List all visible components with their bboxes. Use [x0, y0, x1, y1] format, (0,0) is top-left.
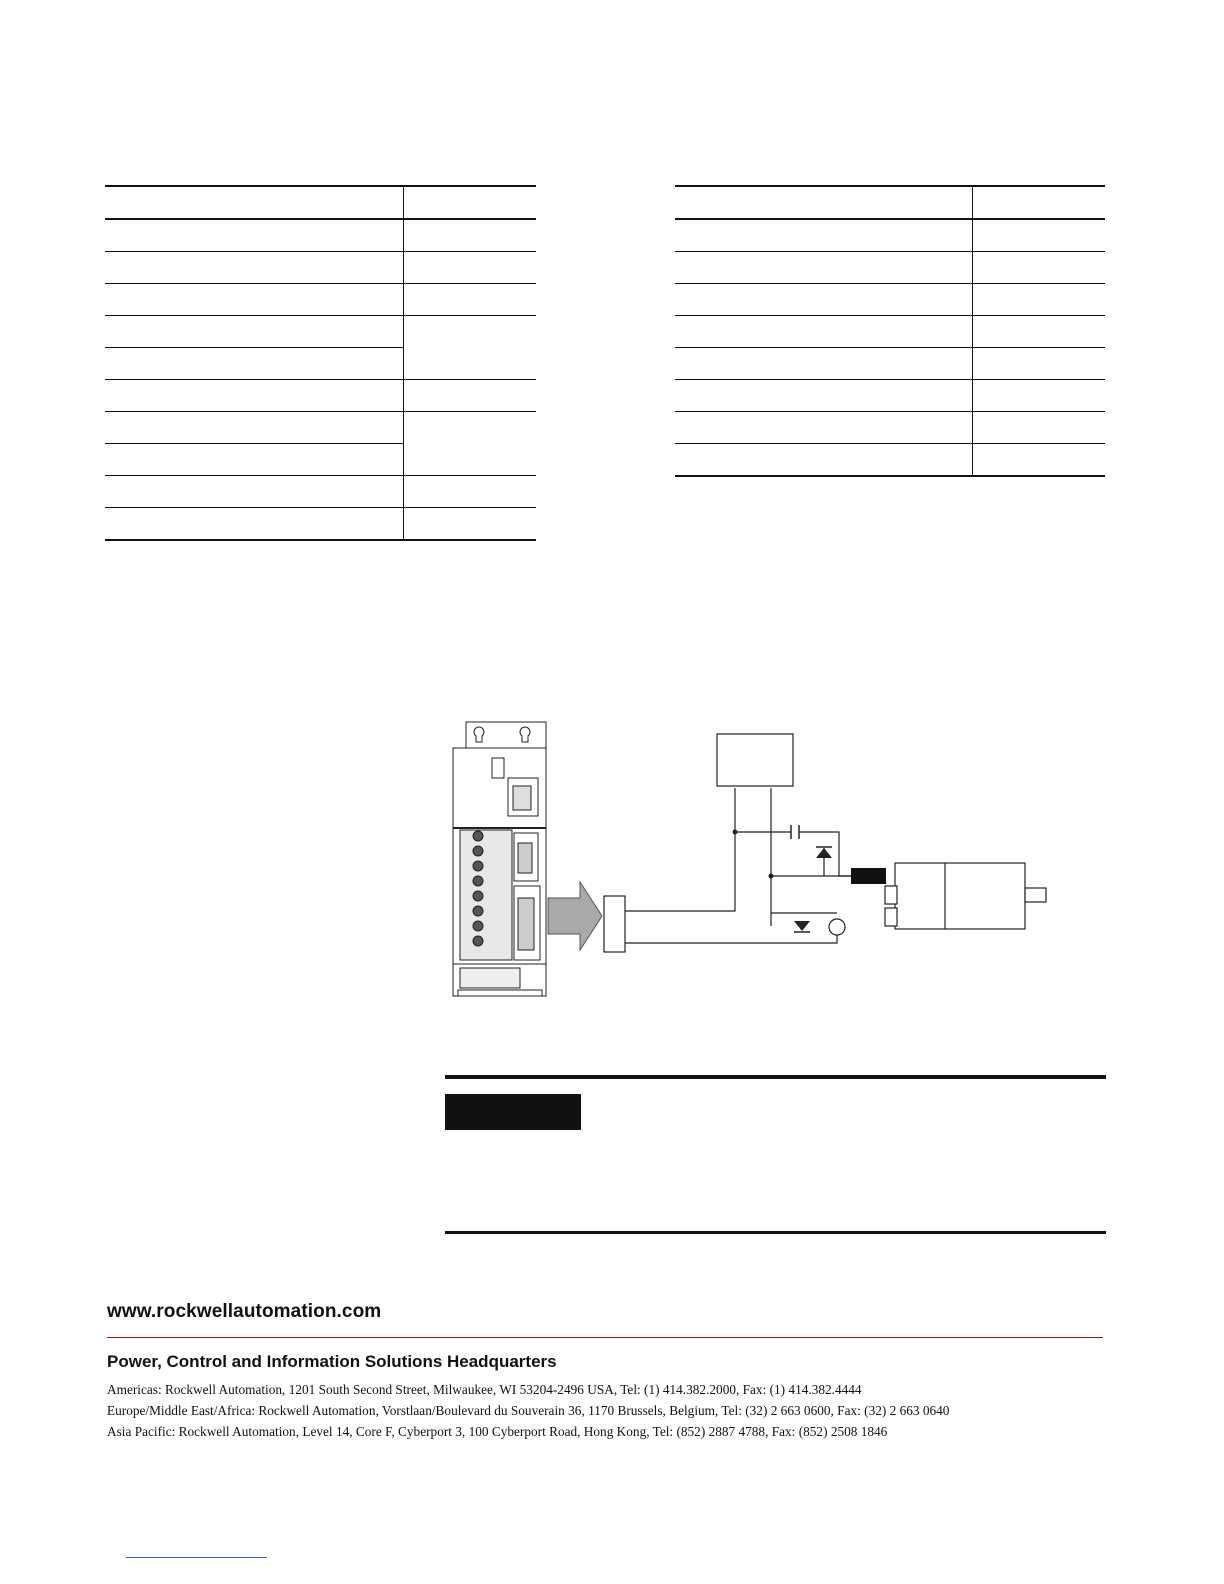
- table-row: [105, 380, 536, 412]
- table-row: [105, 476, 536, 508]
- website-url[interactable]: www.rockwellautomation.com: [107, 1301, 382, 1322]
- table-row: [675, 284, 1105, 316]
- left-spec-table: [105, 185, 536, 541]
- indicator-lamp: [829, 919, 845, 935]
- wiring: [625, 788, 853, 943]
- notice-badge: [445, 1094, 581, 1130]
- table-row: [675, 412, 1105, 444]
- table-row: [675, 348, 1105, 380]
- table-row: [675, 219, 1105, 252]
- notice-top-rule: [445, 1075, 1106, 1079]
- table-row: [105, 219, 536, 252]
- motor-cable-gland: [851, 868, 886, 884]
- table-row: [675, 316, 1105, 348]
- capacitor: [791, 825, 799, 839]
- address-americas: Americas: Rockwell Automation, 1201 South Second Street, Milwaukee, WI 53204-2496 USA, Tel: (1) 414.382.2000, Fax: (1) 414.382.4444: [107, 1382, 862, 1397]
- connection-arrow: [548, 882, 602, 950]
- hq-title: Power, Control and Information Solutions Headquarters: [107, 1352, 557, 1371]
- power-supply-box: [717, 734, 793, 786]
- table-row: [105, 284, 536, 316]
- address-emea: Europe/Middle East/Africa: Rockwell Automation, Vorstlaan/Boulevard du Souverain 36, 1170 Brussels, Belgium, Tel: (32) 2 663 0600, Fax: (32) 2 663 0640: [107, 1403, 950, 1418]
- diode-lower: [794, 921, 810, 931]
- right-spec-table: [675, 185, 1105, 477]
- table-row: [675, 380, 1105, 412]
- table-row: [675, 444, 1105, 477]
- table-header-row: [105, 186, 536, 219]
- table-header-row: [675, 186, 1105, 219]
- footer-link-underline[interactable]: [126, 1557, 267, 1558]
- connector-plug: [604, 896, 625, 952]
- table-row: [105, 508, 536, 541]
- address-asia: Asia Pacific: Rockwell Automation, Level 14, Core F, Cyberport 3, 100 Cyberport Road, Hong Kong, Tel: (852) 2887 4788, Fax: (852) 2508 1846: [107, 1424, 888, 1439]
- table-row: [105, 316, 536, 348]
- motor-illustration: [885, 863, 1046, 929]
- footer-red-rule: [107, 1337, 1103, 1338]
- diode-upper: [816, 848, 832, 858]
- servo-drive-illustration: [453, 722, 546, 996]
- table-row: [105, 412, 536, 444]
- table-row: [105, 252, 536, 284]
- wiring-diagram: [440, 718, 1060, 998]
- table-row: [675, 252, 1105, 284]
- notice-bottom-rule: [445, 1231, 1106, 1234]
